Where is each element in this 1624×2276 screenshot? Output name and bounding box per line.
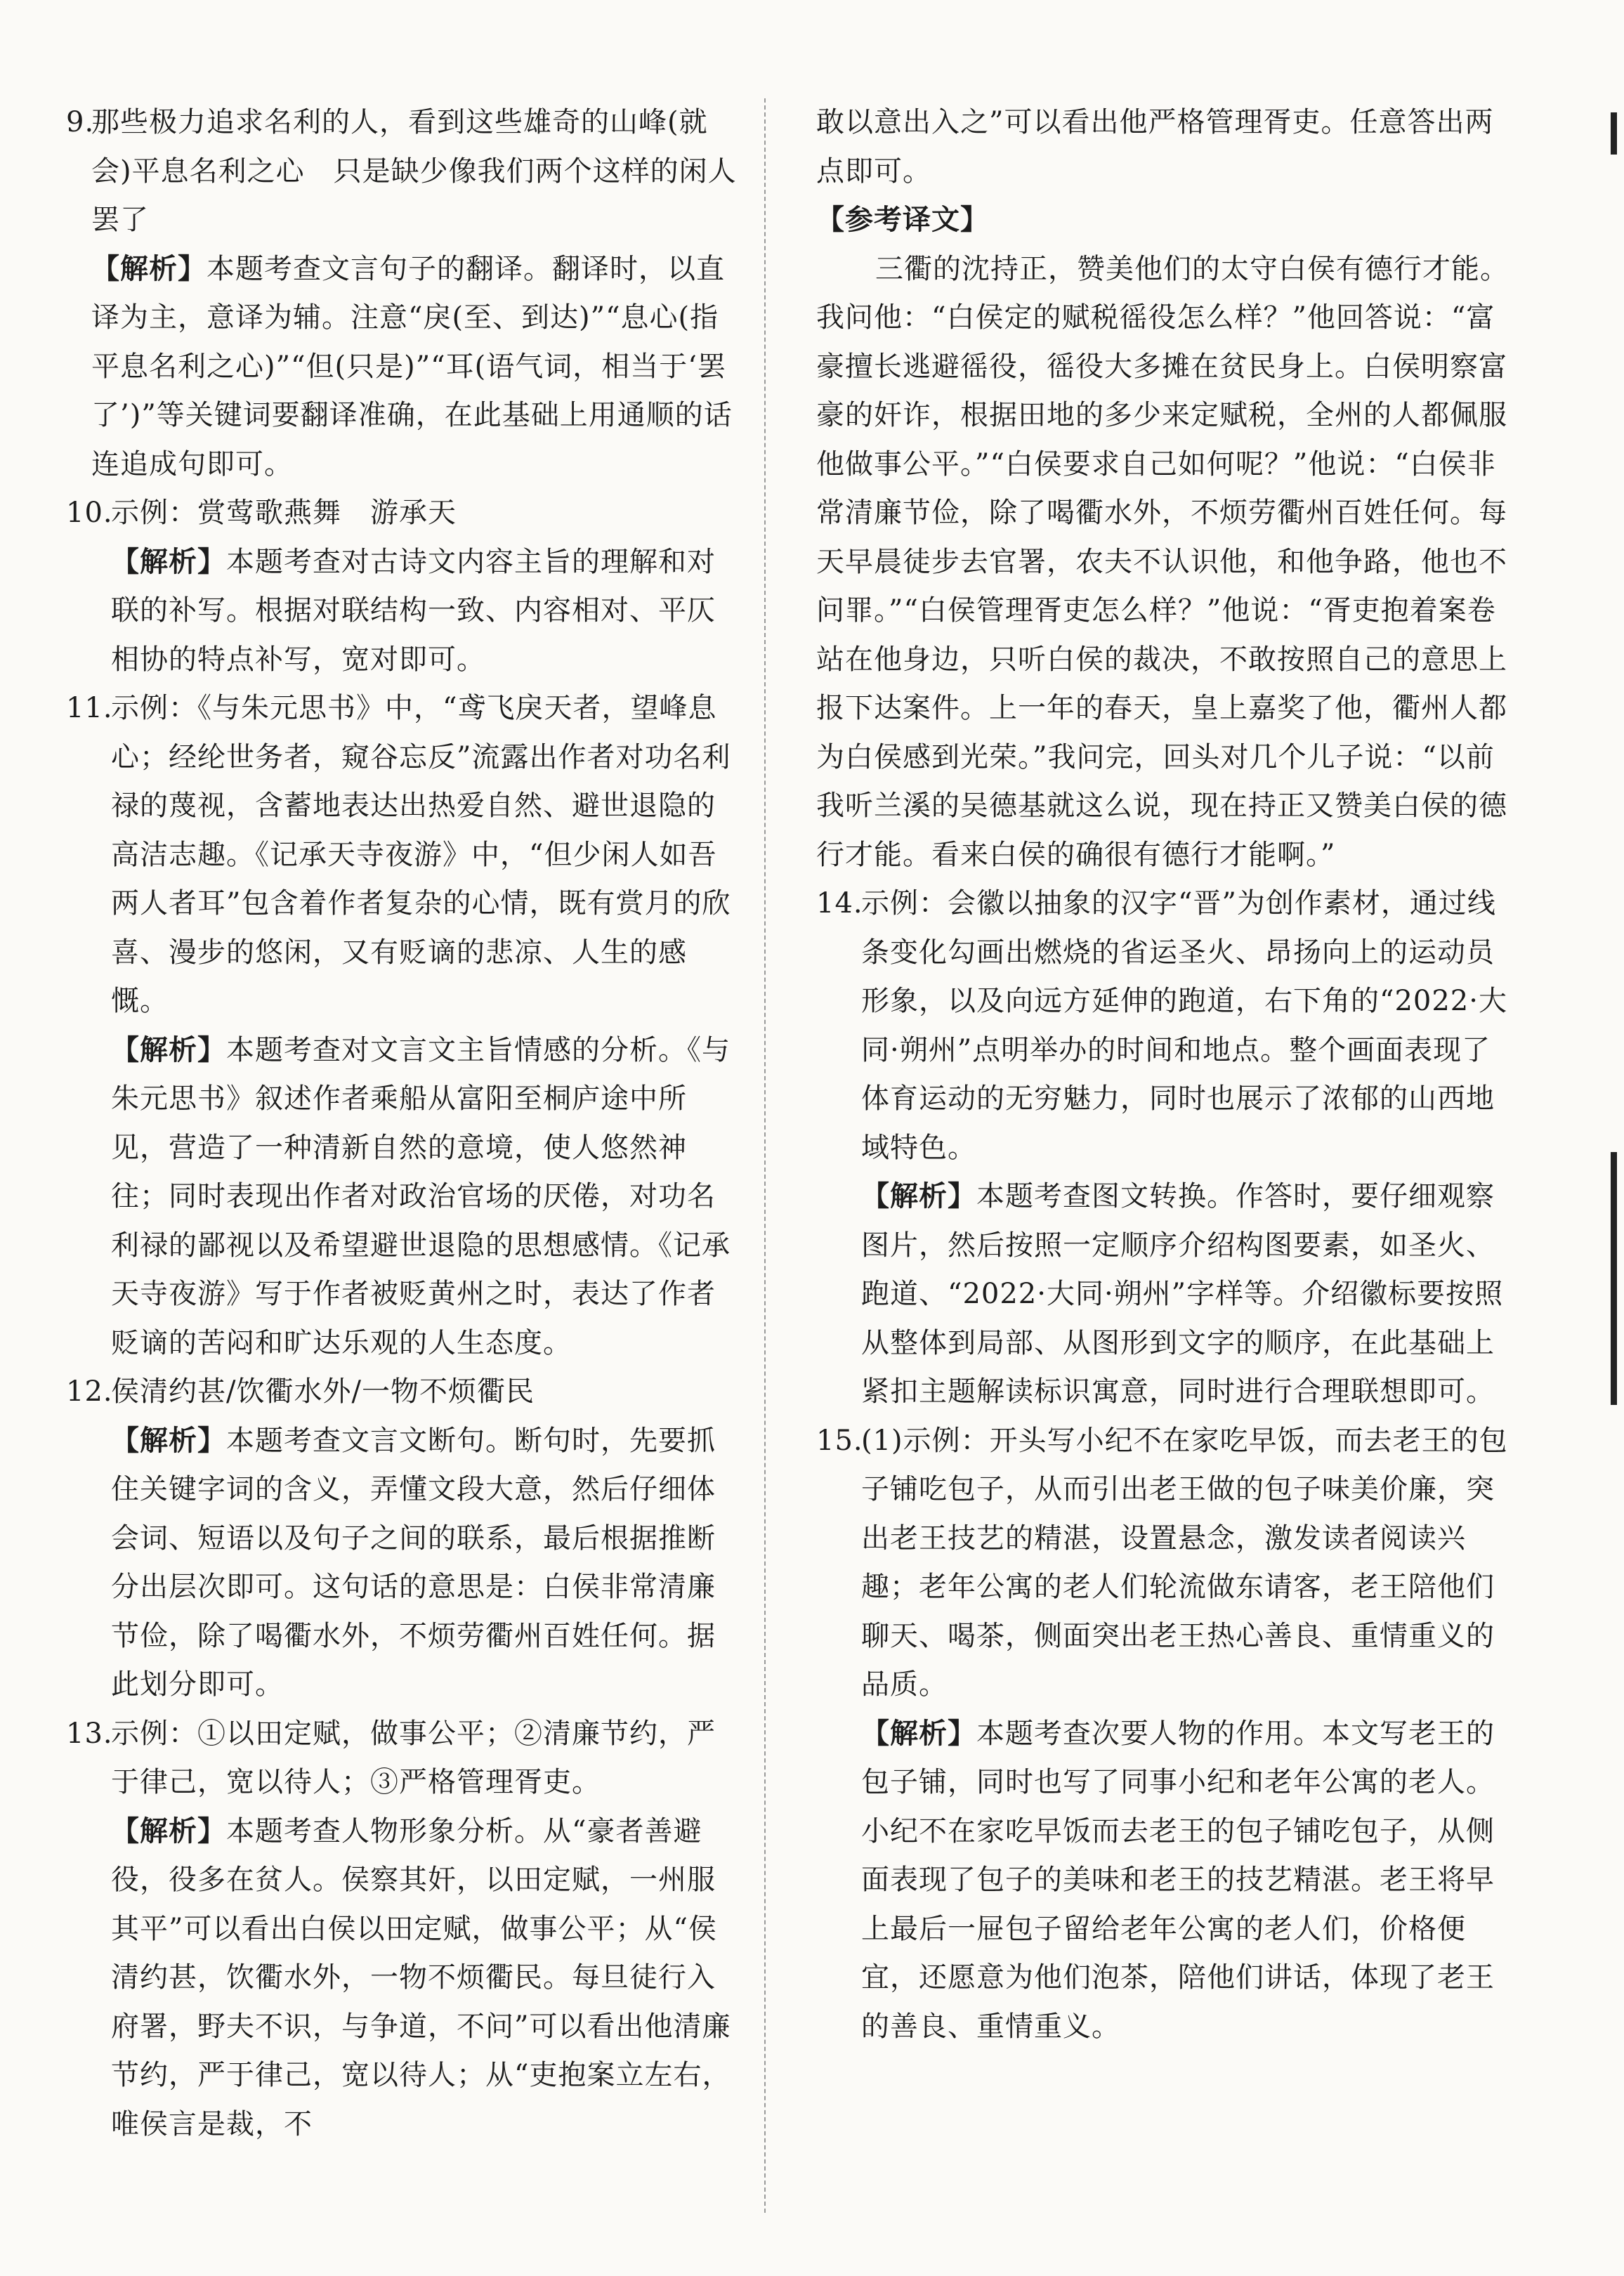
- question-10: [66, 489, 740, 684]
- scan-edge-mark: [1611, 1152, 1617, 1405]
- question-9-analysis: [66, 245, 740, 490]
- question-number: 10.: [66, 497, 113, 529]
- analysis-text: 本题考查图文转换。作答时，要仔细观察图片，然后按照一定顺序介绍构图要素，如圣火、跑道、“2022·大同·朔州”字样等。介绍徽标要按照从整体到局部、从图形到文字的顺序，在此基础上紧扣主题解读标识寓意，同时进行合理联想即可。: [861, 1180, 1504, 1408]
- question-10-answer: [66, 489, 740, 538]
- translation-label: 【参考译文】: [816, 204, 989, 236]
- question-13: [66, 1710, 740, 2150]
- scan-edge-mark: [1611, 112, 1617, 155]
- answer-text: 侯清约甚/饮衢水外/一物不烦衢民: [111, 1375, 535, 1408]
- analysis-label: 【解析】: [111, 1814, 226, 1847]
- question-13-analysis: [66, 1807, 740, 2150]
- analysis-label: 【解析】: [861, 1717, 976, 1750]
- question-15-analysis: [816, 1710, 1519, 2052]
- question-12: [66, 1368, 740, 1710]
- analysis-text: 本题考查人物形象分析。从“豪者善避役，役多在贫人。侯察其奸，以田定赋，一州服其平”可以看出白侯以田定赋，做事公平；从“侯清约甚，饮衢水外，一物不烦衢民。每旦徒行入府署，野夫不识，与争道，不问”可以看出他清廉节约，严于律己，宽以待人；从“吏抱案立左右，唯侯言是裁，不: [111, 1814, 731, 2140]
- left-column: [66, 98, 740, 2149]
- analysis-label: 【解析】: [111, 1033, 226, 1066]
- analysis-label: 【解析】: [111, 545, 226, 578]
- question-number: 11.: [66, 692, 113, 724]
- answer-text: 那些极力追求名利的人，看到这些雄奇的山峰(就会)平息名利之心 只是缺少像我们两个这样的闲人罢了: [91, 106, 737, 236]
- analysis-label: 【解析】: [91, 252, 207, 285]
- reference-translation: [816, 196, 1519, 879]
- question-number: 15.: [816, 1424, 863, 1457]
- question-14-analysis: [816, 1172, 1519, 1417]
- question-11-analysis: [66, 1026, 740, 1368]
- answer-text: 示例：会徽以抽象的汉字“晋”为创作素材，通过线条变化勾画出燃烧的省运圣火、昂扬向上的运动员形象，以及向远方延伸的跑道，右下角的“2022·大同·朔州”点明举办的时间和地点。整个画面表现了体育运动的无穷魅力，同时也展示了浓郁的山西地域特色。: [861, 887, 1507, 1164]
- analysis-label: 【解析】: [111, 1424, 226, 1457]
- question-9: [66, 98, 740, 489]
- question-number: 14.: [816, 887, 863, 920]
- question-number: 12.: [66, 1375, 113, 1408]
- analysis-text: 本题考查文言文断句。断句时，先要抓住关键字词的含义，弄懂文段大意，然后仔细体会词、短语以及句子之间的联系，最后根据推断分出层次即可。这句话的意思是：白侯非常清廉节俭，除了喝衢水外，不烦劳衢州百姓任何。据此划分即可。: [111, 1424, 716, 1701]
- question-12-answer: [66, 1368, 740, 1417]
- question-12-analysis: [66, 1417, 740, 1710]
- answer-text: 示例：①以田定赋，做事公平；②清廉节约，严于律己，宽以待人；③严格管理胥吏。: [111, 1717, 716, 1798]
- question-15: [816, 1417, 1519, 2052]
- question-14-answer: [816, 879, 1519, 1172]
- answer-text: (1)示例：开头写小纪不在家吃早饭，而去老王的包子铺吃包子，从而引出老王做的包子味美价廉，突出老王技艺的精湛，设置悬念，激发读者阅读兴趣；老年公寓的老人们轮流做东请客，老王陪他们聊天、喝茶，侧面突出老王热心善良、重情重义的品质。: [861, 1424, 1508, 1701]
- analysis-text: 本题考查对古诗文内容主旨的理解和对联的补写。根据对联结构一致、内容相对、平仄相协的特点补写，宽对即可。: [111, 545, 716, 676]
- translation-text: 三衢的沈持正，赞美他们的太守白侯有德行才能。我问他：“白侯定的赋税徭役怎么样？”他回答说：“富豪擅长逃避徭役，徭役大多摊在贫民身上。白侯明察富豪的奸诈，根据田地的多少来定赋税，全州的人都佩服他做事公平。”“白侯要求自己如何呢？”他说：“白侯非常清廉节俭，除了喝衢水外，不烦劳衢州百姓任何。每天早晨徒步去官署，农夫不认识他，和他争路，他也不问罪。”“白侯管理胥吏怎么样？”他说：“胥吏抱着案卷站在他身边，只听白侯的裁决，不敢按照自己的意思上报下达案件。上一年的春天，皇上嘉奖了他，衢州人都为白侯感到光荣。”我问完，回头对几个儿子说：“以前我听兰溪的吴德基就这么说，现在持正又赞美白侯的德行才能。看来白侯的确很有德行才能啊。”: [816, 252, 1509, 871]
- question-15-answer: [816, 1417, 1519, 1710]
- question-11-answer: [66, 684, 740, 1026]
- question-13-analysis-continued: 敢以意出入之”可以看出他严格管理胥吏。任意答出两点即可。: [816, 106, 1494, 188]
- question-11: [66, 684, 740, 1368]
- answer-text: 示例：赏莺歌燕舞 游承天: [111, 497, 457, 529]
- analysis-label: 【解析】: [861, 1180, 976, 1212]
- analysis-text: 本题考查文言句子的翻译。翻译时，以直译为主，意译为辅。注意“戾(至、到达)”“息心(指平息名利之心)”“但(只是)”“耳(语气词，相当于‘罢了’)”等关键词要翻译准确，在此基础上用通顺的话连追成句即可。: [91, 252, 733, 480]
- question-10-analysis: [66, 538, 740, 685]
- analysis-text: 本题考查次要人物的作用。本文写老王的包子铺，同时也写了同事小纪和老年公寓的老人。小纪不在家吃早饭而去老王的包子铺吃包子，从侧面表现了包子的美味和老王的技艺精湛。老王将早上最后一屉包子留给老年公寓的老人们，价格便宜，还愿意为他们泡茶，陪他们讲话，体现了老王的善良、重情重义。: [861, 1717, 1495, 2043]
- analysis-text: 本题考查对文言文主旨情感的分析。《与朱元思书》叙述作者乘船从富阳至桐庐途中所见，营造了一种清新自然的意境，使人悠然神往；同时表现出作者对政治官场的厌倦，对功名利禄的鄙视以及希望避世退隐的思想感情。《记承天寺夜游》写于作者被贬黄州之时，表达了作者贬谪的苦闷和旷达乐观的人生态度。: [111, 1033, 731, 1359]
- question-number: 9.: [66, 106, 95, 138]
- answer-text: 示例：《与朱元思书》中，“鸢飞戾天者，望峰息心；经纶世务者，窥谷忘反”流露出作者对功名利禄的蔑视，含蓄地表达出热爱自然、避世退隐的高洁志趣。《记承天寺夜游》中，“但少闲人如吾两人者耳”包含着作者复杂的心情，既有赏月的欣喜、漫步的悠闲，又有贬谪的悲凉、人生的感慨。: [111, 692, 731, 1017]
- question-13-answer: [66, 1710, 740, 1807]
- right-column: [816, 98, 1519, 2051]
- question-14: [816, 879, 1519, 1417]
- question-9-answer: [66, 98, 740, 245]
- question-number: 13.: [66, 1717, 113, 1750]
- column-divider: [764, 98, 766, 2213]
